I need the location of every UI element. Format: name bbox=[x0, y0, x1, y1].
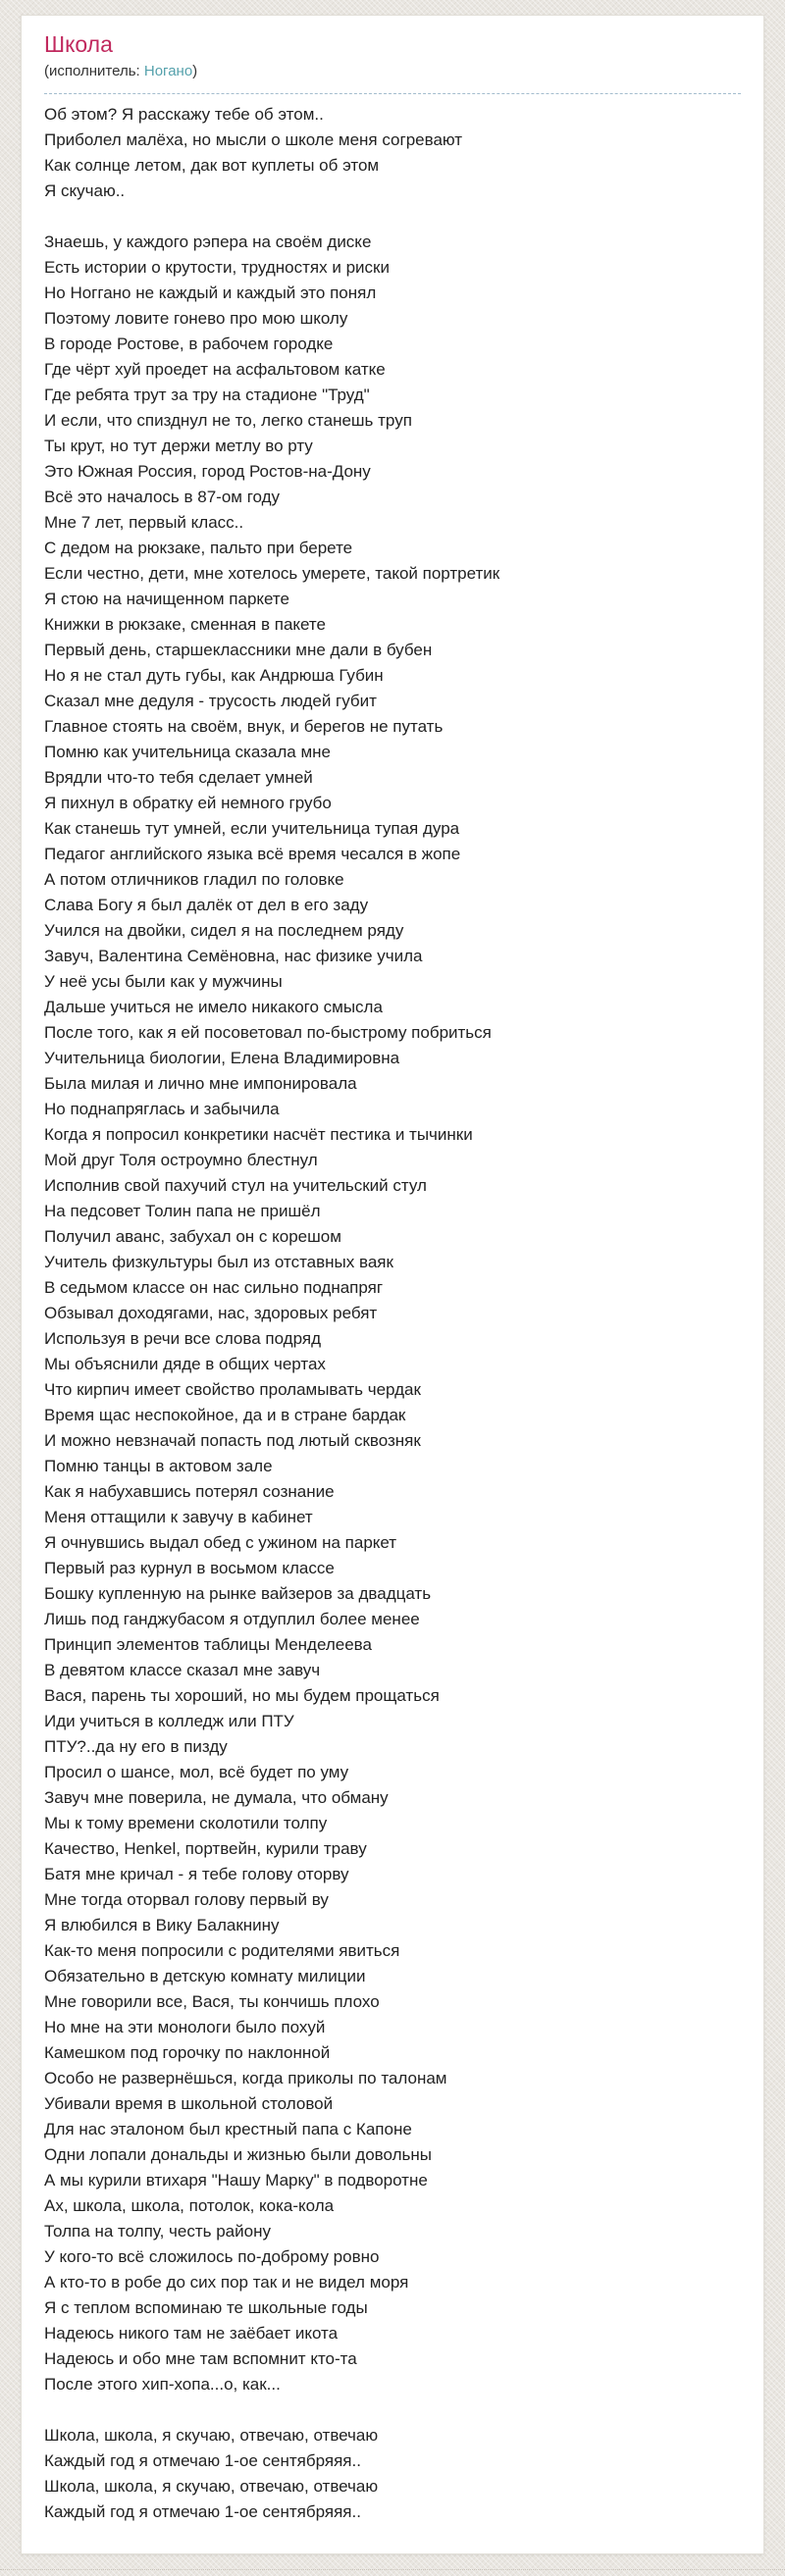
lyric-line: Бошку купленную на рынке вайзеров за двадцать bbox=[44, 1584, 432, 1603]
lyric-line: Но мне на эти монологи было похуй bbox=[44, 2018, 326, 2036]
dashed-divider bbox=[44, 93, 741, 94]
lyric-line: Завуч, Валентина Семёновна, нас физике учила bbox=[44, 947, 423, 965]
song-title: Школа bbox=[44, 31, 113, 57]
lyric-line: Где ребята трут за тру на стадионе "Труд" bbox=[44, 386, 370, 404]
lyric-line: Знаешь, у каждого рэпера на своём диске bbox=[44, 232, 372, 251]
lyric-line: Школа, школа, я скучаю, отвечаю, отвечаю bbox=[44, 2426, 379, 2445]
lyric-line: Педагог английского языка всё время чесался в жопе bbox=[44, 845, 461, 863]
lyric-line: Ты крут, но тут держи метлу во рту bbox=[44, 437, 313, 455]
lyric-line: Я пихнул в обратку ей немного грубо bbox=[44, 794, 332, 812]
lyric-line: Врядли что-то тебя сделает умней bbox=[44, 768, 313, 787]
lyric-line: Для нас эталоном был крестный папа с Капоне bbox=[44, 2120, 412, 2138]
lyric-line: Я скучаю.. bbox=[44, 181, 126, 200]
lyric-line: И если, что спизднул не то, легко станешь труп bbox=[44, 411, 412, 430]
lyric-line: Время щас неспокойное, да и в стране бардак bbox=[44, 1406, 406, 1424]
lyric-line: Просил о шансе, мол, всё будет по уму bbox=[44, 1763, 349, 1781]
lyrics-card bbox=[21, 15, 764, 2554]
lyric-line: Меня оттащили к завучу в кабинет bbox=[44, 1508, 313, 1526]
artist-line bbox=[44, 61, 741, 82]
lyric-line: Качество, Henkel, портвейн, курили траву bbox=[44, 1839, 367, 1858]
lyric-line: Получил аванс, забухал он с корешом bbox=[44, 1227, 341, 1246]
lyric-line: Мы объяснили дяде в общих чертах bbox=[44, 1355, 326, 1373]
lyric-line: Помню танцы в актовом зале bbox=[44, 1457, 273, 1475]
stanza bbox=[44, 102, 741, 204]
lyric-line: Как станешь тут умней, если учительница тупая дура bbox=[44, 819, 460, 838]
lyric-line: Надеюсь никого там не заёбает икота bbox=[44, 2324, 339, 2343]
lyric-line: Мне тогда оторвал голову первый ву bbox=[44, 1890, 329, 1909]
lyric-line: А потом отличников гладил по головке bbox=[44, 870, 344, 889]
stanza bbox=[44, 2423, 741, 2525]
lyric-line: Вася, парень ты хороший, но мы будем прощаться bbox=[44, 1686, 440, 1705]
lyric-line: Завуч мне поверила, не думала, что обману bbox=[44, 1788, 389, 1807]
lyric-line: Батя мне кричал - я тебе голову оторву bbox=[44, 1865, 349, 1883]
lyric-line: Школа, школа, я скучаю, отвечаю, отвечаю bbox=[44, 2477, 379, 2496]
lyric-line: Одни лопали дональды и жизнью были довольны bbox=[44, 2145, 432, 2164]
lyric-line: Мы к тому времени сколотили толпу bbox=[44, 1814, 328, 1832]
lyric-line: Дальше учиться не имело никакого смысла bbox=[44, 998, 383, 1016]
lyric-line: А мы курили втихаря "Нашу Марку" в подворотне bbox=[44, 2171, 428, 2190]
lyric-line: После этого хип-хопа...о, как... bbox=[44, 2375, 281, 2394]
lyric-line: Лишь под ганджубасом я отдуплил более менее bbox=[44, 1610, 420, 1628]
lyric-line: Когда я попросил конкретики насчёт пестика и тычинки bbox=[44, 1125, 473, 1144]
lyric-line: Мой друг Толя остроумно блестнул bbox=[44, 1151, 318, 1169]
lyric-line: Исполнив свой пахучий стул на учительский стул bbox=[44, 1176, 427, 1195]
artist-close-paren: ) bbox=[192, 63, 198, 79]
lyric-line: Обзывал доходягами, нас, здоровых ребят bbox=[44, 1304, 378, 1322]
bottom-dotted-rule bbox=[0, 2569, 785, 2570]
lyric-line: Главное стоять на своём, внук, и берегов не путать bbox=[44, 717, 444, 736]
lyric-line: А кто-то в робе до сих пор так и не видел моря bbox=[44, 2273, 409, 2292]
lyric-line: На педсовет Толин папа не пришёл bbox=[44, 1202, 321, 1220]
lyric-line: Обязательно в детскую комнату милиции bbox=[44, 1967, 366, 1985]
lyric-line: Убивали время в школьной столовой bbox=[44, 2094, 334, 2113]
lyric-line: У неё усы были как у мужчины bbox=[44, 972, 283, 991]
lyric-line: Я влюбился в Вику Балакнину bbox=[44, 1916, 280, 1934]
lyric-line: Учительница биологии, Елена Владимировна bbox=[44, 1049, 400, 1067]
lyric-line: Принцип элементов таблицы Менделеева bbox=[44, 1635, 372, 1654]
lyric-line: Учился на двойки, сидел я на последнем ряду bbox=[44, 921, 404, 940]
lyric-line: Как солнце летом, дак вот куплеты об этом bbox=[44, 156, 380, 175]
lyric-line: Как-то меня попросили с родителями явиться bbox=[44, 1941, 400, 1960]
lyric-line: Я с теплом вспоминаю те школьные годы bbox=[44, 2298, 368, 2317]
lyric-line: Приболел малёха, но мысли о школе меня согревают bbox=[44, 130, 463, 149]
lyric-line: С дедом на рюкзаке, пальто при берете bbox=[44, 539, 353, 557]
lyric-line: Где чёрт хуй проедет на асфальтовом катке bbox=[44, 360, 386, 379]
lyric-line: Толпа на толпу, честь району bbox=[44, 2222, 271, 2241]
lyric-line: Об этом? Я расскажу тебе об этом.. bbox=[44, 105, 324, 124]
lyric-line: Мне говорили все, Вася, ты кончишь плохо bbox=[44, 1992, 380, 2011]
lyric-line: Каждый год я отмечаю 1-ое сентябряяя.. bbox=[44, 2502, 361, 2521]
lyric-line: Но поднапряглась и забычила bbox=[44, 1100, 280, 1118]
lyric-line: Что кирпич имеет свойство проламывать чердак bbox=[44, 1380, 421, 1399]
stanza bbox=[44, 230, 741, 2397]
lyric-line: Поэтому ловите гонево про мою школу bbox=[44, 309, 348, 328]
lyric-line: Учитель физкультуры был из отставных ваяк bbox=[44, 1253, 393, 1271]
lyric-line: Я очнувшись выдал обед с ужином на паркет bbox=[44, 1533, 397, 1552]
lyric-line: Книжки в рюкзаке, сменная в пакете bbox=[44, 615, 326, 634]
lyric-line: Как я набухавшись потерял сознание bbox=[44, 1482, 335, 1501]
lyric-line: Если честно, дети, мне хотелось умерете, такой портретик bbox=[44, 564, 500, 583]
lyric-line: Слава Богу я был далёк от дел в его заду bbox=[44, 896, 369, 914]
lyric-line: У кого-то всё сложилось по-доброму ровно bbox=[44, 2247, 380, 2266]
lyric-line: В девятом классе сказал мне завуч bbox=[44, 1661, 321, 1679]
lyric-line: Надеюсь и обо мне там вспомнит кто-та bbox=[44, 2349, 357, 2368]
artist-link[interactable]: Ногано bbox=[143, 63, 193, 79]
lyric-line: Это Южная Россия, город Ростов-на-Дону bbox=[44, 462, 371, 481]
lyric-line: После того, как я ей посоветовал по-быстрому побриться bbox=[44, 1023, 492, 1042]
lyric-line: Первый день, старшеклассники мне дали в бубен bbox=[44, 641, 433, 659]
lyric-line: Всё это началось в 87-ом году bbox=[44, 488, 281, 506]
lyric-line: Мне 7 лет, первый класс.. bbox=[44, 513, 244, 532]
lyric-line: Иди учиться в колледж или ПТУ bbox=[44, 1712, 294, 1730]
lyric-line: Каждый год я отмечаю 1-ое сентябряяя.. bbox=[44, 2451, 361, 2470]
lyric-line: Есть истории о крутости, трудностях и риски bbox=[44, 258, 390, 277]
lyric-line: Особо не развернёшься, когда приколы по талонам bbox=[44, 2069, 447, 2087]
lyrics-text bbox=[44, 102, 741, 2525]
lyric-line: Была милая и лично мне импонировала bbox=[44, 1074, 357, 1093]
lyric-line: Используя в речи все слова подряд bbox=[44, 1329, 321, 1348]
lyric-line: Но Ноггано не каждый и каждый это понял bbox=[44, 283, 377, 302]
lyric-line: ПТУ?..да ну его в пизду bbox=[44, 1737, 228, 1756]
lyric-line: Первый раз курнул в восьмом классе bbox=[44, 1559, 335, 1577]
artist-label: (исполнитель: bbox=[44, 63, 144, 79]
lyric-line: В седьмом классе он нас сильно поднапряг bbox=[44, 1278, 384, 1297]
lyric-line: Ах, школа, школа, потолок, кока-кола bbox=[44, 2196, 335, 2215]
lyric-line: Сказал мне дедуля - трусость людей губит bbox=[44, 692, 377, 710]
lyric-line: В городе Ростове, в рабочем городке bbox=[44, 335, 334, 353]
lyric-line: Но я не стал дуть губы, как Андрюша Губин bbox=[44, 666, 384, 685]
lyric-line: Помню как учительница сказала мне bbox=[44, 743, 332, 761]
lyric-line: И можно невзначай попасть под лютый сквозняк bbox=[44, 1431, 421, 1450]
lyric-line: Я стою на начищенном паркете bbox=[44, 590, 289, 608]
lyric-line: Камешком под горочку по наклонной bbox=[44, 2043, 331, 2062]
